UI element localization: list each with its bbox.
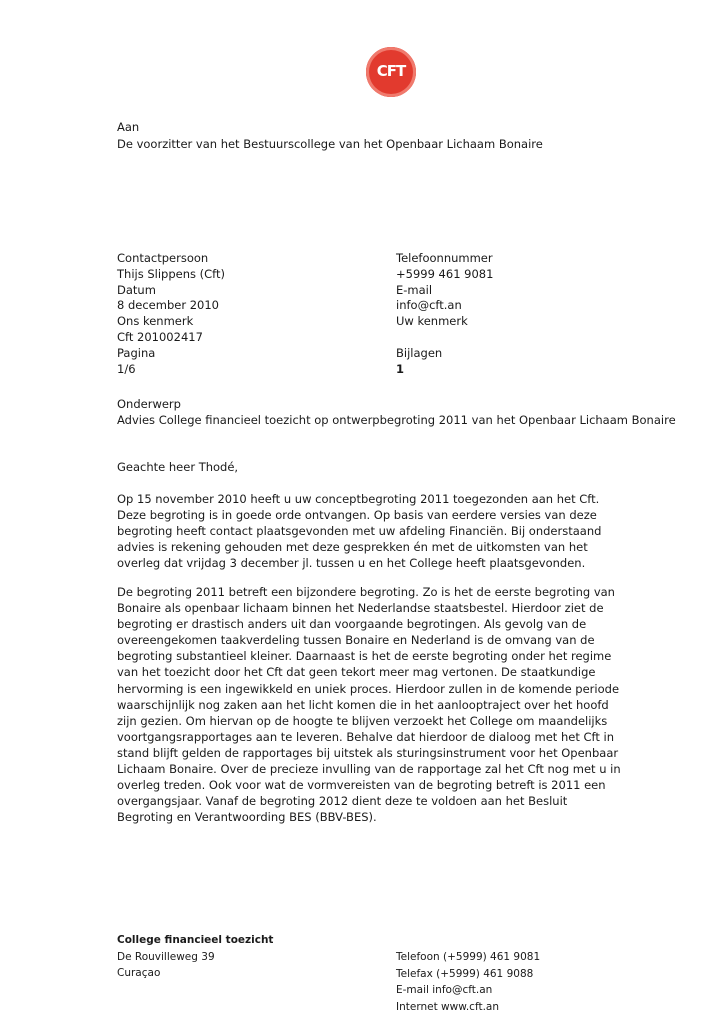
paragraph-line: begroting substantieel kleiner. Daarnaast is het de eerste begroting onder het regime xyxy=(117,649,612,664)
meta-left-line: Contactpersoon xyxy=(117,251,209,265)
paragraph-line: overleg dat vrijdag 3 december jl. tussen u en het College heeft plaatsgevonden. xyxy=(117,556,586,571)
logo-text: CFT xyxy=(376,62,406,80)
footer-contact-line: Telefoon (+5999) 461 9081 xyxy=(396,951,541,963)
meta-left-line: Cft 201002417 xyxy=(117,329,203,344)
meta-left-block xyxy=(117,251,367,377)
paragraph-line: De begroting 2011 betreft een bijzondere begroting. Zo is het de eerste begroting van xyxy=(117,585,615,599)
paragraph-2 xyxy=(117,584,627,825)
paragraph-line: overgangsjaar. Vanaf de begroting 2012 dient deze te voldoen aan het Besluit xyxy=(117,794,568,809)
meta-right-line: 1 xyxy=(396,361,405,376)
meta-left-line: Ons kenmerk xyxy=(117,314,194,329)
paragraph-line: Op 15 november 2010 heeft u uw conceptbegroting 2011 toegezonden aan het Cft. xyxy=(117,492,600,506)
meta-right-line xyxy=(396,330,676,346)
meta-right-line: Uw kenmerk xyxy=(396,314,468,329)
meta-right-block xyxy=(396,251,676,377)
meta-left-line: 1/6 xyxy=(117,361,136,376)
footer-city: Curaçao xyxy=(117,967,161,979)
paragraph-line: begroting er drastisch anders uit dan voorgaande begrotingen. Als gevolg van de xyxy=(117,617,587,632)
footer-contact-line: Telefax (+5999) 461 9088 xyxy=(396,967,534,980)
footer-street: De Rouvilleweg 39 xyxy=(117,950,215,963)
paragraph-line: overleg treden. Ook voor wat de vormvereisten van de begroting betreft is 2011 een xyxy=(117,778,606,793)
meta-right-line: E-mail xyxy=(396,282,433,297)
meta-right-line: Telefoonnummer xyxy=(396,251,493,265)
subject-text: Advies College financieel toezicht op ontwerpbegroting 2011 van het Openbaar Lichaam Bonaire xyxy=(117,413,676,427)
meta-left-line: Datum xyxy=(117,282,156,297)
paragraph-line: hervorming is een ingewikkeld en uniek proces. Hierdoor zullen in de komende periode xyxy=(117,681,620,696)
footer-contact-line: E-mail info@cft.an xyxy=(396,984,493,996)
meta-left-line: Pagina xyxy=(117,345,156,360)
paragraph-line: van het toezicht door het Cft dat geen tekort meer mag vertonen. De staatkundige xyxy=(117,665,596,680)
footer-contact-line: Internet www.cft.an xyxy=(396,1000,499,1013)
meta-right-line: +5999 461 9081 xyxy=(396,266,494,281)
salutation: Geachte heer Thodé, xyxy=(117,460,239,474)
subject-label: Onderwerp xyxy=(117,397,181,411)
paragraph-line: zijn gezien. Om hiervan op de hoogte te blijven verzoekt het College om maandelijks xyxy=(117,713,608,728)
paragraph-line: waarschijnlijk nog zaken aan het licht komen die in het aanlooptraject over het hoofd xyxy=(117,697,609,712)
meta-right-line: info@cft.an xyxy=(396,298,462,313)
meta-right-line: Bijlagen xyxy=(396,345,443,360)
paragraph-line: begroting heeft contact plaatsgevonden met uw afdeling Financiën. Bij onderstaand xyxy=(117,524,602,539)
paragraph-line: stand blijft gelden de rapportages bij uitstek als sturingsinstrument voor het Openbaar xyxy=(117,745,619,760)
address-aan: Aan xyxy=(117,120,140,134)
footer-contact xyxy=(396,949,540,1015)
meta-left-line: Thijs Slippens (Cft) xyxy=(117,266,226,281)
footer-address xyxy=(117,932,273,982)
paragraph-line: overeengekomen taakverdeling tussen Bonaire en Nederland is de omvang van de xyxy=(117,633,595,648)
paragraph-line: Begroting en Verantwoording BES (BBV-BES). xyxy=(117,810,377,825)
paragraph-line: Lichaam Bonaire. Over de precieze invulling van de rapportage zal het Cft nog met u in xyxy=(117,762,621,777)
footer-org: College financieel toezicht xyxy=(117,934,274,946)
cft-logo xyxy=(366,47,416,97)
paragraph-line: Deze begroting is in goede orde ontvangen. Op basis van eerdere versies van deze xyxy=(117,508,597,523)
paragraph-line: Bonaire als openbaar lichaam binnen het Nederlandse staatsbestel. Hierdoor ziet de xyxy=(117,601,604,616)
paragraph-line: advies is rekening gehouden met deze gesprekken én met de uitkomsten van het xyxy=(117,540,588,555)
paragraph-1 xyxy=(117,491,627,571)
paragraph-line: voortgangsrapportages aan te leveren. Behalve dat hierdoor de dialoog met het Cft in xyxy=(117,729,615,744)
address-recipient: De voorzitter van het Bestuurscollege van het Openbaar Lichaam Bonaire xyxy=(117,137,543,151)
meta-left-line: 8 december 2010 xyxy=(117,298,219,313)
